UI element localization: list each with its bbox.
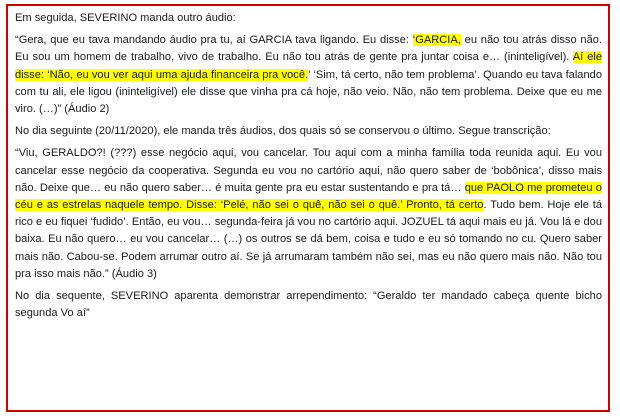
audio-2-text-1: “Gera, que eu tava mandando áudio pra tu, aí GARCIA tava ligando. Eu disse: xyxy=(15,34,413,47)
audio-2-transcript xyxy=(15,32,602,118)
audio-3-text-1: “Viu, GERALDO?! (???) esse negócio aqui, vou cancelar. Tou aqui com a minha família toda reunida aqui. Eu vou cancelar esse negócio da cooperativa. Segunda eu vou no cartório aqui, não quero saber de ‘bobônica’, disso mais não. Deixe que… eu não quero saber… é muita gente pra eu estar sustentando e pra tá… xyxy=(15,147,602,194)
audio-3-text-2: . Tudo bem. Hoje ele tá rico e eu fiquei ‘fudido’. Então, eu vou… segunda-feira já vou no cartório aqui. JOZUEL tá aqui mais eu já. Vou lá e dou baixa. Eu não quero… eu vou cancelar… (…) os outros se dá bem, coisa e tudo e eu só tomando no cu. Quero saber mais não. Cabou-se. Podem arrumar outro aí. Se já arrumaram também não sei, mas eu não quero mais não. Não tou pra isso mais não.” (Áudio 3) xyxy=(15,199,602,280)
document-excerpt xyxy=(6,4,610,412)
audio-3-transcript xyxy=(15,145,602,283)
intro-paragraph-1: Em seguida, SEVERINO manda outro áudio: xyxy=(15,12,236,24)
audio-2-highlight-2: Aí ele disse: ‘Não, eu vou ver aqui uma ajuda financeira pra você. xyxy=(15,51,602,81)
audio-2-text-2: eu não tou atrás disso não. Eu sou um homem de trabalho, vivo de trabalho. Eu não tou atrás de gente pra juntar coisa e… (ininteligível). xyxy=(15,34,602,64)
closing-paragraph: No dia sequente, SEVERINO aparenta demonstrar arrependimento: “Geraldo ter mandado cabeça quente bicho segunda Vo aí” xyxy=(15,290,602,320)
audio-2-text-3: ’ ‘Sim, tá certo, não tem problema’. Quando eu tava falando com tu ali, ele ligou (ininteligível) ele disse que vinha pra cá hoje, não veio. Não, não tem problema. Deixe que eu me viro. (…)” (Áudio 2) xyxy=(15,68,602,116)
intro-paragraph-2: No dia seguinte (20/11/2020), ele manda três áudios, dos quais só se conservou o último. Segue transcrição: xyxy=(15,125,551,138)
audio-3-highlight-1: que PAOLO me prometeu o céu e as estrelas naquele tempo. Disse: ‘Pelé, não sei o quê, não sei o quê.’ Pronto, tá certo xyxy=(15,181,602,212)
audio-2-highlight-1: ‘GARCIA, xyxy=(412,34,461,47)
